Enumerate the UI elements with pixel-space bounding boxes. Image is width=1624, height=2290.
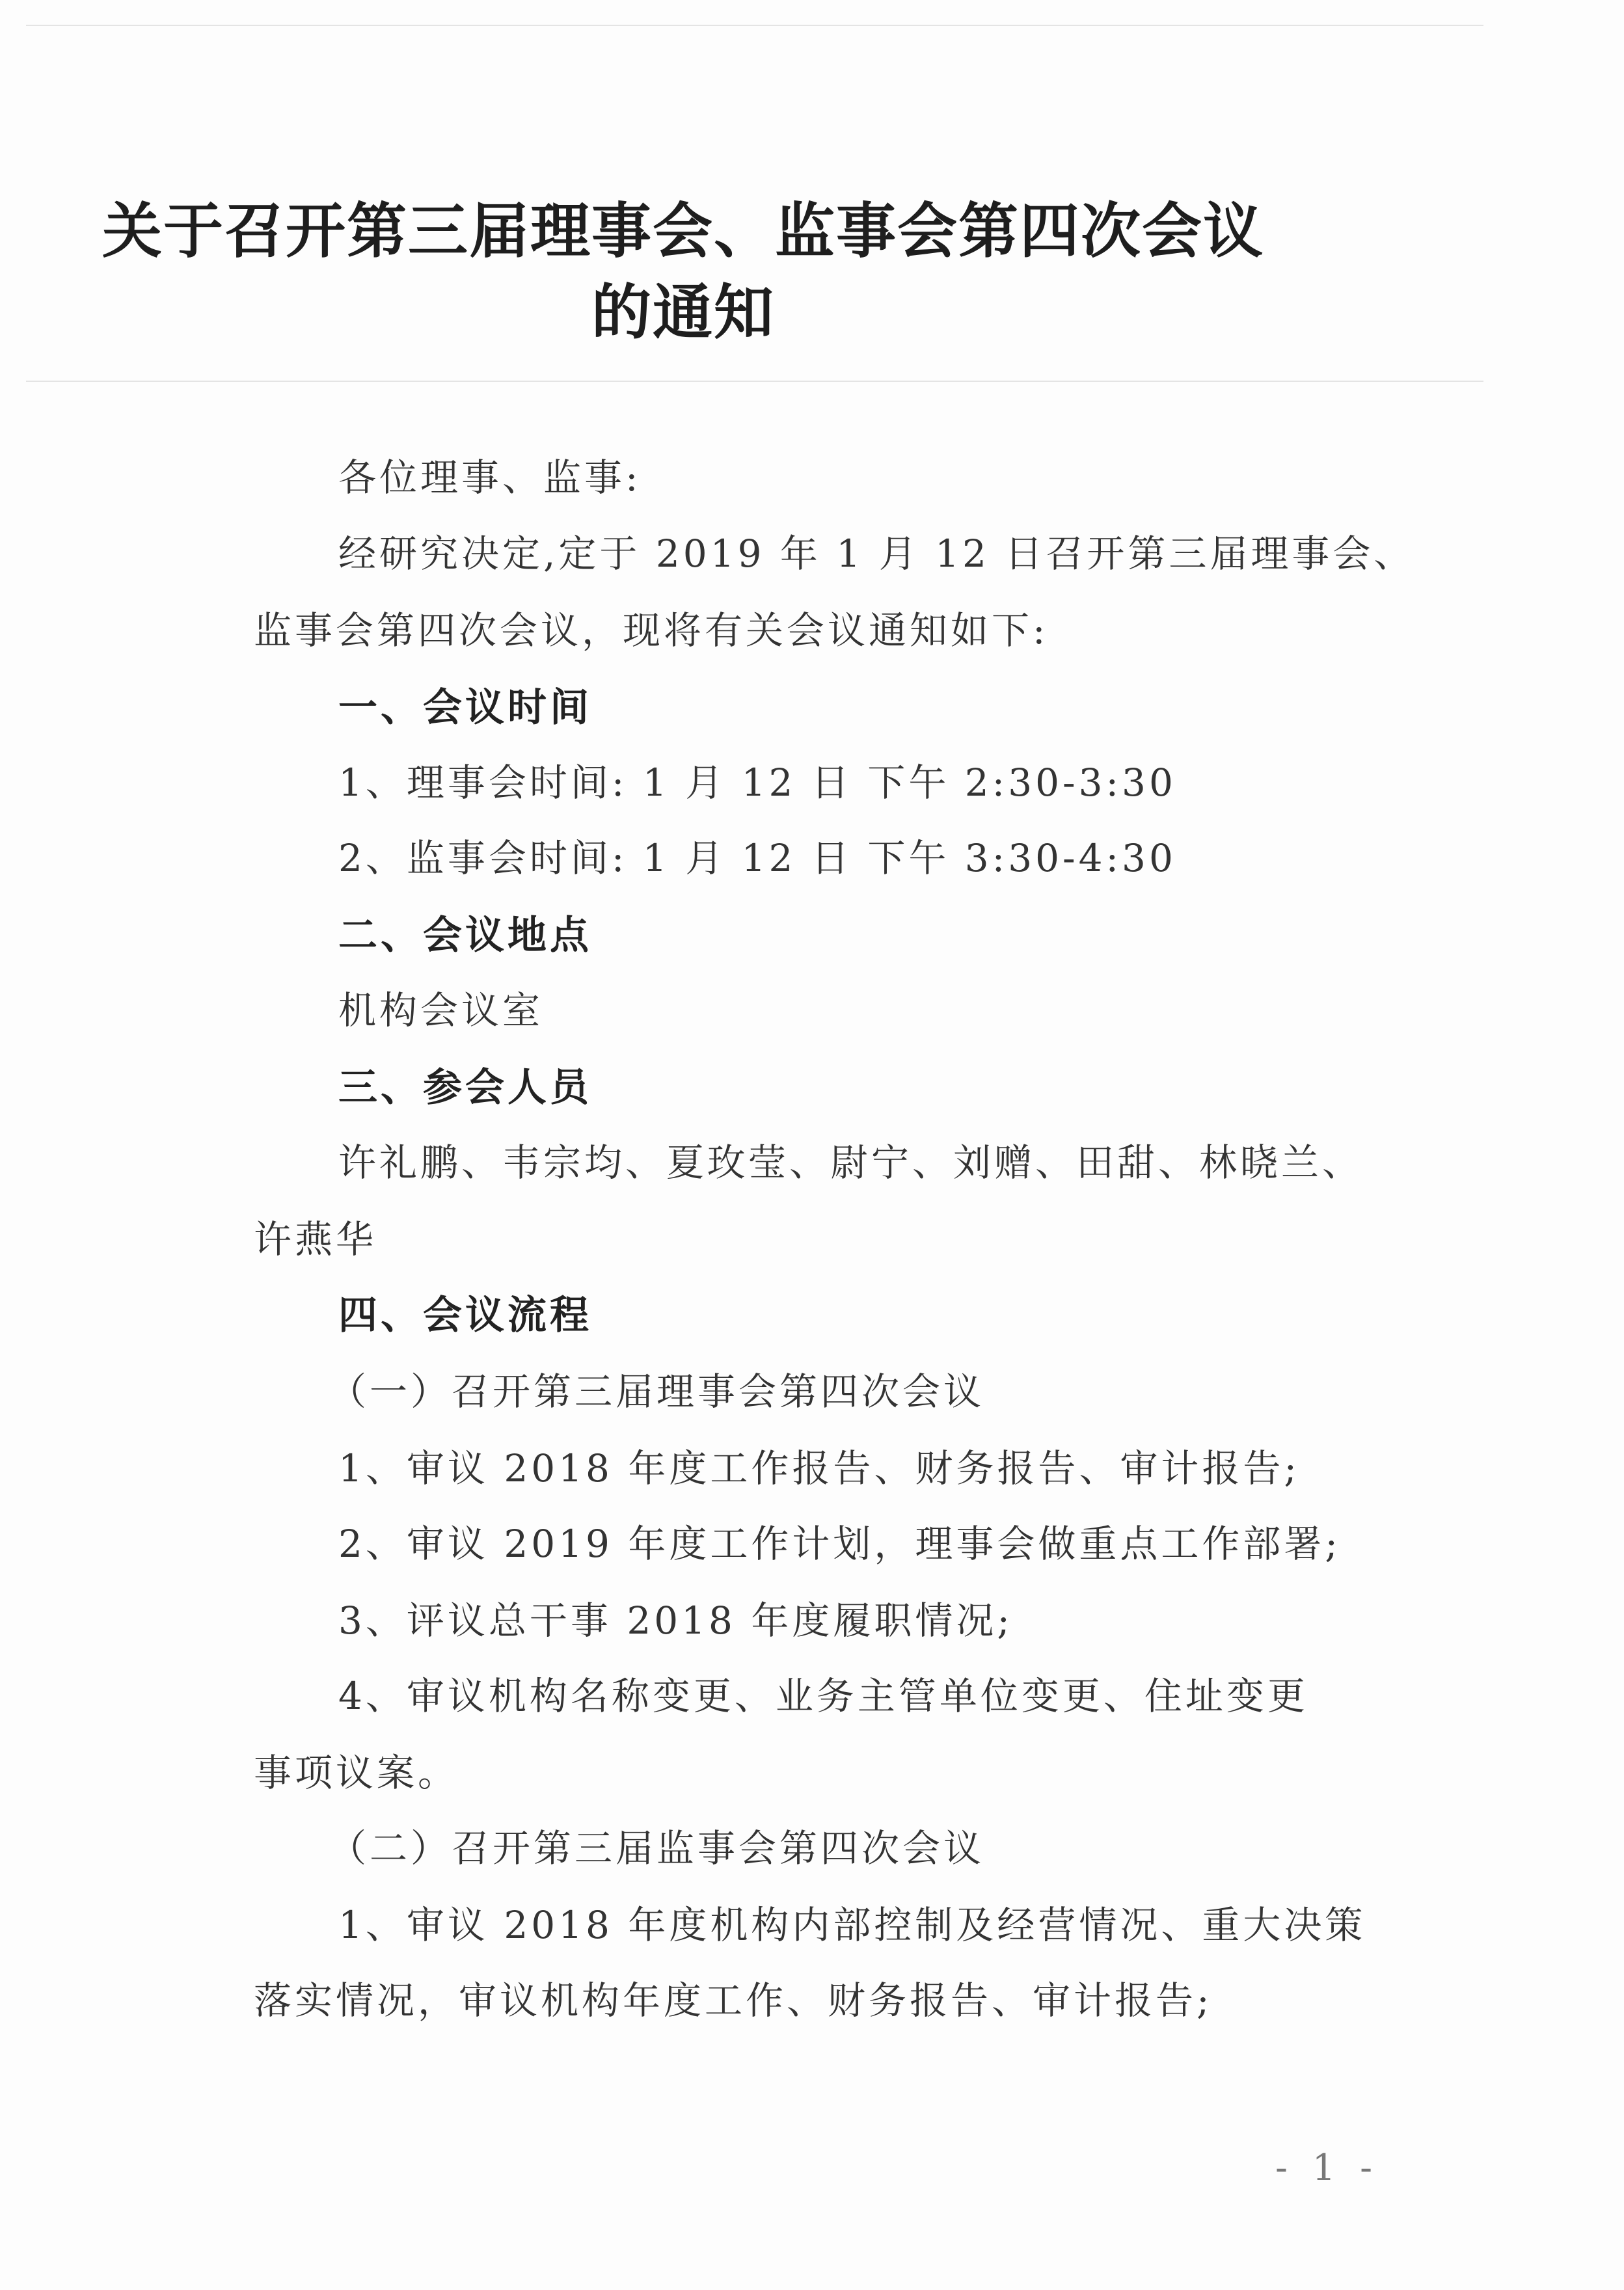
section-heading-agenda: 四、会议流程 [338,1293,592,1338]
meeting-time-supervisors: 2、监事会时间: 1 月 12 日 下午 3:30-4:30 [338,836,1176,880]
agenda-part-2-item-1-line-1: 1、审议 2018 年度机构内部控制及经营情况、重大决策 [338,1903,1366,1947]
document-title-line-1: 关于召开第三届理事会、监事会第四次会议 [102,196,1264,266]
scan-artifact-line-top [26,25,1483,26]
meeting-location: 机构会议室 [338,988,544,1032]
agenda-part-1-item-3: 3、评议总干事 2018 年度履职情况; [338,1598,1013,1643]
section-heading-location: 二、会议地点 [338,913,592,958]
page-number: - 1 - [1275,2147,1379,2189]
scan-artifact-line-mid [26,381,1483,382]
meeting-time-board: 1、理事会时间: 1 月 12 日 下午 2:30-3:30 [338,761,1176,805]
agenda-part-1-item-4-line-2: 事项议案。 [254,1751,459,1795]
intro-line-2: 监事会第四次会议，现将有关会议通知如下: [254,608,1049,653]
salutation: 各位理事、监事: [338,455,642,500]
attendees-line-2: 许燕华 [254,1217,377,1261]
agenda-part-1-item-1: 1、审议 2018 年度工作报告、财务报告、审计报告; [338,1446,1300,1490]
document-title-line-2: 的通知 [591,278,775,347]
agenda-part-2-title: （二）召开第三届监事会第四次会议 [329,1826,985,1870]
section-heading-attendees: 三、参会人员 [338,1065,592,1111]
agenda-part-2-item-1-line-2: 落实情况，审议机构年度工作、财务报告、审计报告; [254,1978,1213,2023]
agenda-part-1-item-4-line-1: 4、审议机构名称变更、业务主管单位变更、住址变更 [338,1674,1308,1718]
attendees-line-1: 许礼鹏、韦宗均、夏玫莹、尉宁、刘赠、田甜、林晓兰、 [338,1140,1364,1185]
agenda-part-1-item-2: 2、审议 2019 年度工作计划，理事会做重点工作部署; [338,1522,1341,1566]
agenda-part-1-title: （一）召开第三届理事会第四次会议 [329,1369,985,1414]
section-heading-time: 一、会议时间 [338,685,592,731]
intro-line-1: 经研究决定,定于 2019 年 1 月 12 日召开第三届理事会、 [338,532,1415,576]
